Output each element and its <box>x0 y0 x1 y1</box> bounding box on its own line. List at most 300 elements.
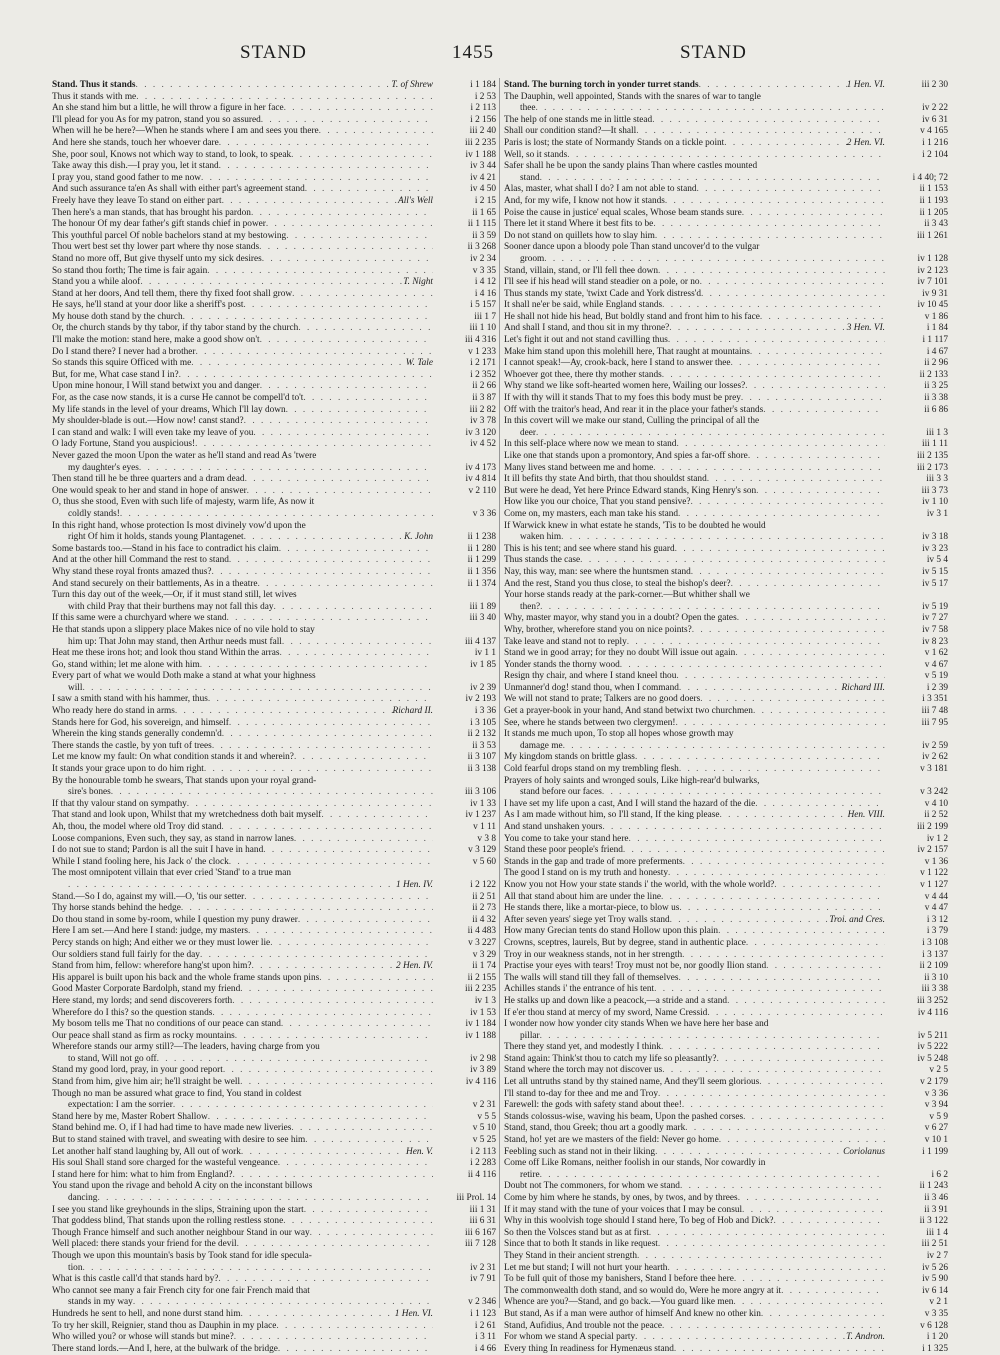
entry-quote: When will he be here?—When he stands where I am and sees you there <box>52 126 319 137</box>
dot-leader <box>731 579 885 591</box>
entry-quote: His soul Shall stand sore charged for the wasteful vengeance <box>52 1158 278 1169</box>
dot-leader <box>305 184 433 196</box>
concordance-entry <box>52 1344 496 1355</box>
concordance-entry <box>52 637 496 649</box>
dot-leader <box>259 242 433 254</box>
entry-quote: him up: That John may stand, then Arthur needs must fall <box>68 636 282 647</box>
dot-leader <box>97 1193 433 1205</box>
concordance-entry <box>52 683 496 695</box>
dot-leader <box>208 694 433 706</box>
dot-leader <box>719 810 847 822</box>
concordance-entry <box>504 1309 948 1321</box>
concordance-entry <box>52 555 496 567</box>
entry-quote: Your horse stands ready at the park-corner.—But whither shall we <box>504 590 750 601</box>
entry-quote: Go, stand within; let me alone with him <box>52 659 200 670</box>
concordance-entry <box>52 1112 496 1124</box>
entry-quote: For, as the case now stands, it is a curse He cannot be compell'd to't <box>52 393 304 404</box>
entry-reference: ii 1 205 <box>919 207 948 218</box>
entry-reference: ii 1 193 <box>919 195 948 206</box>
entry-quote: Stand.—So I do, against my will.—O, 'tis our setter <box>52 891 245 902</box>
entry-reference: ii 2 109 <box>919 961 948 972</box>
entry-quote: Farewell: the gods with safety stand about thee! <box>504 1100 682 1111</box>
concordance-entry <box>52 961 496 973</box>
entry-quote: There stand lords.—And I, here, at the bulwark of the bridge <box>52 1343 278 1354</box>
concordance-entry <box>52 266 496 278</box>
entry-reference: i 2 171 <box>470 358 496 369</box>
dot-leader <box>679 973 885 985</box>
concordance-entry <box>52 1193 496 1205</box>
entry-quote: Make him stand upon this molehill here, That raught at mountains <box>504 346 750 357</box>
concordance-entry <box>504 938 948 950</box>
dot-leader <box>680 1181 885 1193</box>
entry-quote: And shall I stand, and thou sit in my throne? <box>504 323 670 334</box>
concordance-entry <box>52 1077 496 1089</box>
entry-reference: v 2 5 <box>929 1065 948 1076</box>
concordance-entry <box>504 289 948 301</box>
entry-play: K. John <box>404 532 433 543</box>
concordance-entry <box>52 787 496 799</box>
concordance-entry <box>504 323 948 335</box>
entry-reference: iii 2 235 <box>465 984 496 995</box>
entry-quote: Come by him where he stands, by ones, by twos, and by threes <box>504 1193 738 1203</box>
concordance-entry <box>52 660 496 672</box>
entry-reference: ii 3 43 <box>924 219 948 230</box>
entry-quote: then? <box>520 601 541 612</box>
entry-quote: I see you stand like greyhounds in the slips, Straining upon the start <box>52 1204 304 1215</box>
concordance-entry <box>504 729 948 741</box>
entry-reference: iii 7 128 <box>465 1239 496 1250</box>
dot-leader <box>278 1344 433 1355</box>
concordance-entry <box>504 1158 948 1170</box>
concordance-entry <box>504 103 948 115</box>
concordance-entry <box>504 984 948 996</box>
dot-leader <box>692 625 885 637</box>
concordance-entry <box>52 741 496 753</box>
entry-reference: v 5 5 <box>477 1111 496 1122</box>
entry-quote: You come to take your stand here <box>504 833 629 844</box>
concordance-entry <box>504 1031 948 1043</box>
concordance-entry <box>52 335 496 347</box>
entry-reference: v 1 62 <box>924 648 948 659</box>
entry-reference: v 2 31 <box>472 1100 496 1111</box>
dot-leader <box>661 892 885 904</box>
dot-leader <box>266 219 433 231</box>
entry-quote: Let me know my fault: On what condition stands it and wherein? <box>52 752 294 763</box>
concordance-entry <box>52 892 496 904</box>
concordance-entry <box>52 242 496 254</box>
entry-reference: i 4 12 <box>474 277 496 288</box>
entry-reference: iii 1 3 <box>926 427 948 438</box>
entry-quote: Why, master mayor, why stand you in a doubt? Open the gates <box>504 613 737 624</box>
entry-reference: v 5 10 <box>472 1123 496 1134</box>
dot-leader <box>279 544 433 556</box>
concordance-entry <box>504 555 948 567</box>
concordance-entry <box>52 1205 496 1217</box>
entry-reference: iii 3 40 <box>469 613 496 624</box>
dot-leader <box>662 1065 885 1077</box>
concordance-entry <box>504 138 948 150</box>
entry-reference: v 5 60 <box>472 856 496 867</box>
entry-quote: Practise your eyes with tears! Troy must not be, nor goodly Ilion stand <box>504 961 767 972</box>
concordance-entry <box>52 579 496 591</box>
entry-reference: iv 1 53 <box>470 1007 496 1018</box>
concordance-entry <box>52 1065 496 1077</box>
concordance-entry <box>504 671 948 683</box>
entry-reference: v 3 8 <box>477 833 496 844</box>
concordance-entry <box>504 173 948 185</box>
entry-reference: iv 2 59 <box>922 740 948 751</box>
entry-quote: Since that to both It stands in like request <box>504 1239 658 1250</box>
concordance-entry <box>52 544 496 556</box>
entry-reference: iv 2 7 <box>926 1250 948 1261</box>
entry-play: 1 Hen. VI. <box>394 1308 433 1319</box>
concordance-entry <box>504 393 948 405</box>
entry-play: Richard II. <box>392 706 433 717</box>
entry-reference: iv 5 15 <box>922 566 948 577</box>
concordance-entry <box>504 1077 948 1089</box>
entry-quote: Sooner dance upon a bloody pole Than stand uncover'd to the vulgar <box>504 242 760 253</box>
dot-leader <box>685 1123 885 1135</box>
entry-quote: damage me <box>520 740 563 751</box>
concordance-entry <box>504 590 948 602</box>
entry-quote: My kingdom stands on brittle glass <box>504 752 635 763</box>
entry-quote: Stand here by me, Master Robert Shallow <box>52 1111 208 1122</box>
entry-reference: iv 6 31 <box>922 114 948 125</box>
concordance-entry <box>504 381 948 393</box>
dot-leader <box>679 683 842 695</box>
dot-leader <box>136 92 433 104</box>
entry-quote: Resign thy chair, and where I stand kneel thou <box>504 671 677 682</box>
concordance-entry <box>504 463 948 475</box>
concordance-entry <box>504 1008 948 1020</box>
concordance-entry <box>504 1147 948 1159</box>
concordance-entry <box>504 1181 948 1193</box>
entry-reference: ii 3 46 <box>924 1193 948 1203</box>
entry-quote: Poise the cause in justice' equal scales, Whose beam stands sure <box>504 207 742 218</box>
entry-reference: v 3 181 <box>920 764 948 775</box>
entry-quote: Know you not How your state stands i' the world, with the whole world? <box>504 879 775 890</box>
entry-quote: Stand no more off, But give thyself unto my sick desires <box>52 253 262 264</box>
dot-leader <box>278 1158 433 1170</box>
entry-quote: Who cannot see many a fair French city for one fair French maid that <box>52 1285 310 1296</box>
entry-reference: ii 2 155 <box>467 972 496 983</box>
entry-quote: He stands there, like a mortar-piece, to blow us <box>504 903 680 914</box>
concordance-entry <box>52 1309 496 1321</box>
dot-leader <box>292 289 433 301</box>
concordance-entry <box>504 637 948 649</box>
dot-leader <box>674 1344 885 1355</box>
dot-leader <box>742 208 885 220</box>
concordance-entry <box>52 857 496 869</box>
entry-quote: Well placed: there stands your friend for the devil <box>52 1239 237 1250</box>
entry-quote: I'll stand to-day for thee and me and Troy <box>504 1088 659 1099</box>
entry-reference: ii 2 133 <box>919 369 948 380</box>
entry-quote: I'll plead for you As for my patron, stand you so assured <box>52 114 261 125</box>
entry-reference: iii 1 261 <box>917 230 948 241</box>
concordance-entry <box>52 277 496 289</box>
entry-reference: iv 3 44 <box>470 161 496 172</box>
entry-reference: iii 4 316 <box>465 335 496 346</box>
entry-quote: There stands the castle, by yon tuft of trees <box>52 740 212 751</box>
entry-quote: Thy horse stands behind the hedge <box>52 903 181 914</box>
left-column <box>52 80 496 1355</box>
entry-quote: Stand, villain, stand, or I'll fell thee down <box>504 265 659 276</box>
entry-reference: iii 2 82 <box>469 404 496 415</box>
entry-quote: The honour Of my dear father's gift stands chief in power <box>52 219 266 230</box>
entry-quote: I wonder now how yonder city stands When we have here her base and <box>504 1019 769 1030</box>
entry-quote: Stand my good lord, pray, in your good report <box>52 1065 223 1076</box>
concordance-entry <box>504 822 948 834</box>
concordance-entry <box>52 92 496 104</box>
concordance-entry <box>52 845 496 857</box>
concordance-entry <box>52 138 496 150</box>
entry-quote: Who willed you? or whose will stands but mine? <box>52 1332 234 1343</box>
entry-reference: i 3 36 <box>474 706 496 717</box>
entry-quote: So stands this squire Officed with me <box>52 358 192 369</box>
entry-quote: While I stand fooling here, his Jack o' the clock <box>52 856 229 867</box>
concordance-entry <box>504 254 948 266</box>
dot-leader <box>120 509 433 521</box>
concordance-entry <box>504 208 948 220</box>
dot-leader <box>319 973 433 985</box>
dot-leader <box>620 660 885 672</box>
concordance-entry <box>504 567 948 579</box>
dot-leader <box>750 347 885 359</box>
entry-quote: See, where he stands between two clergymen! <box>504 717 676 728</box>
dot-leader <box>187 799 433 811</box>
entry-quote: thee <box>520 103 536 114</box>
dot-leader <box>111 787 433 799</box>
entry-quote: So stand thou forth; The time is fair again <box>52 265 208 276</box>
concordance-entry <box>52 1274 496 1286</box>
concordance-entry <box>504 474 948 486</box>
concordance-entry <box>504 231 948 243</box>
concordance-entry <box>504 973 948 985</box>
entry-reference: v 4 44 <box>924 891 948 902</box>
entry-quote: But were he dead, Yet here Prince Edward stands, King Henry's son <box>504 485 757 496</box>
entry-reference: iv 1 237 <box>465 810 496 821</box>
entry-reference: iv 4 116 <box>917 1007 948 1018</box>
dot-leader <box>655 231 885 243</box>
entry-reference: iv 2 22 <box>922 103 948 114</box>
entry-quote: This youthful parcel Of noble bachelors stand at my bestowing <box>52 230 287 241</box>
entry-reference: v 5 9 <box>929 1111 948 1122</box>
entry-quote: Stand again: Think'st thou to catch my life so pleasantly? <box>504 1053 717 1064</box>
concordance-entry <box>52 590 496 602</box>
dot-leader <box>774 880 885 892</box>
concordance-entry <box>504 126 948 138</box>
entry-quote: Thou wert best set thy lower part where thy nose stands <box>52 242 260 253</box>
dot-leader <box>201 173 433 185</box>
entry-quote: Well, so it stands <box>504 149 568 160</box>
entry-play: T. Night <box>403 277 433 288</box>
concordance-entry <box>52 347 496 359</box>
concordance-entry <box>504 1286 948 1298</box>
entry-reference: i 2 113 <box>470 103 496 114</box>
entry-quote: If with thy will it stands That to my foes this body must be prey <box>504 393 741 404</box>
concordance-entry <box>504 312 948 324</box>
dot-leader <box>263 845 433 857</box>
dot-leader <box>244 892 433 904</box>
dot-leader <box>223 1065 433 1077</box>
dot-leader <box>219 138 433 150</box>
entry-quote: I pray you, stand good father to me now <box>52 172 201 183</box>
entry-quote: Let all untruths stand by thy stained name, And they'll seem glorious <box>504 1077 760 1088</box>
entry-quote: But stand, As if a man were author of himself And knew no other kin <box>504 1308 761 1319</box>
concordance-entry <box>52 451 496 463</box>
entry-quote: Do not stand on quillets how to slay him <box>504 230 655 241</box>
entry-quote: expectation: I am the sorrier <box>68 1100 173 1111</box>
concordance-entry <box>504 219 948 231</box>
concordance-entry <box>52 718 496 730</box>
dot-leader <box>247 486 433 498</box>
dot-leader <box>245 474 433 486</box>
entry-quote: Come off Like Romans, neither foolish in our stands, Nor cowardly in <box>504 1158 766 1169</box>
entry-quote: If it may stand with the tune of your voices that I may be consul <box>504 1204 743 1215</box>
dot-leader <box>678 509 885 521</box>
concordance-entry <box>504 300 948 312</box>
entry-reference: iii Prol. 14 <box>456 1193 496 1203</box>
entry-quote: deer <box>520 427 536 438</box>
entry-play: 1 Hen. IV. <box>395 879 433 890</box>
dot-leader <box>540 1031 885 1043</box>
dot-leader <box>196 347 433 359</box>
entry-reference: ii 1 280 <box>467 543 496 554</box>
entry-reference: ii 3 10 <box>924 972 948 983</box>
right-column <box>504 80 948 1355</box>
entry-reference: iii 3 106 <box>465 787 496 798</box>
entry-quote: pillar <box>520 1030 540 1041</box>
entry-reference: ii 4 483 <box>467 926 496 937</box>
dot-leader <box>669 323 847 335</box>
entry-reference: ii 3 268 <box>467 242 496 253</box>
dot-leader <box>636 126 885 138</box>
entry-reference: i 3 105 <box>470 717 496 728</box>
entry-reference: iv 3 18 <box>922 532 948 543</box>
concordance-entry <box>52 126 496 138</box>
dot-leader <box>195 439 433 451</box>
entry-quote: He that stands upon a slippery place Makes nice of no vile hold to stay <box>52 624 315 635</box>
entry-quote: Why stand these royal fronts amazed thus? <box>52 566 212 577</box>
entry-quote: That stand and look upon, Whilst that my wretchedness doth bait myself <box>52 810 322 821</box>
entry-reference: iv 3 78 <box>470 416 496 427</box>
dot-leader <box>291 150 433 162</box>
concordance-entry <box>504 428 948 440</box>
entry-quote: Thus it stands with me <box>52 91 137 102</box>
concordance-entry <box>504 544 948 556</box>
entry-quote: One would speak to her and stand in hope of answer <box>52 485 247 496</box>
entry-quote: She, poor soul, Knows not which way to stand, to look, to speak <box>52 149 292 160</box>
entry-reference: i 1 117 <box>922 335 948 346</box>
entry-reference: iii 1 31 <box>469 1204 496 1215</box>
dot-leader <box>668 335 885 347</box>
dot-leader <box>258 579 433 591</box>
concordance-entry <box>504 1228 948 1240</box>
concordance-entry <box>52 1228 496 1240</box>
entry-reference: i 1 20 <box>926 1332 948 1343</box>
entry-play: 1 Hen. VI. <box>846 80 885 90</box>
dot-leader <box>700 694 885 706</box>
concordance-entry <box>52 1321 496 1333</box>
entry-reference: iii 1 10 <box>469 323 496 334</box>
dot-leader <box>679 764 885 776</box>
dot-leader <box>679 903 885 915</box>
entry-quote: So then the Volsces stand but as at first <box>504 1227 649 1238</box>
dot-leader <box>760 312 885 324</box>
entry-quote: How many Grecian tents do stand Hollow upon this plain <box>504 926 719 937</box>
entry-reference: ii 3 53 <box>472 740 496 751</box>
dot-leader <box>746 938 885 950</box>
dot-leader <box>737 613 885 625</box>
concordance-entry <box>504 1123 948 1135</box>
concordance-entry <box>52 1019 496 1031</box>
concordance-entry <box>504 845 948 857</box>
dot-leader <box>261 115 433 127</box>
concordance-entry <box>52 706 496 718</box>
entry-reference: ii 2 52 <box>924 810 948 821</box>
entry-quote: There they stand yet, and modestly I think <box>504 1042 661 1053</box>
entry-reference: iv 2 39 <box>470 682 496 693</box>
dot-leader <box>229 857 433 869</box>
concordance-entry <box>52 115 496 127</box>
dot-leader <box>212 1008 433 1020</box>
entry-reference: ii 3 91 <box>924 1204 948 1215</box>
entry-reference: i 4 66 <box>474 1343 496 1354</box>
concordance-entry <box>52 1216 496 1228</box>
dot-leader <box>755 799 885 811</box>
entry-reference: v 3 242 <box>920 787 948 798</box>
dot-leader <box>735 648 885 660</box>
concordance-entry <box>52 208 496 220</box>
dot-leader <box>662 300 885 312</box>
dot-leader <box>303 393 433 405</box>
dot-leader <box>658 266 885 278</box>
entry-quote: Off with the traitor's head, And rear it in the place your father's stands <box>504 404 764 415</box>
dot-leader <box>218 1274 433 1286</box>
entry-reference: iii 1 7 <box>474 311 496 322</box>
entry-quote: Many lives stand between me and home <box>504 462 654 473</box>
entry-quote: Let another half stand laughing by, All out of work <box>52 1146 241 1157</box>
concordance-entry <box>504 810 948 822</box>
dot-leader <box>251 208 433 220</box>
concordance-entry <box>52 521 496 533</box>
entry-reference: iv 2 31 <box>470 1262 496 1273</box>
entry-reference: iii 1 4 <box>926 1227 948 1238</box>
concordance-entry <box>504 1135 948 1147</box>
dot-leader <box>655 1147 843 1159</box>
entry-quote: Unmanner'd dog! stand thou, when I command <box>504 682 679 693</box>
entry-play: Coriolanus <box>843 1146 885 1157</box>
concordance-entry <box>52 532 496 544</box>
entry-quote: Whence are you?—Stand, and go back.—You guard like men <box>504 1297 734 1308</box>
entry-reference: v 4 67 <box>924 659 948 670</box>
concordance-entry <box>504 92 948 104</box>
concordance-entry <box>504 961 948 973</box>
entry-quote: It stands your grace upon to do him right <box>52 764 204 775</box>
concordance-entry <box>52 776 496 788</box>
entry-reference: i 2 283 <box>470 1158 496 1169</box>
entry-quote: Let me but stand; I will not hurt your hearth <box>504 1262 668 1273</box>
dot-leader <box>759 1077 885 1089</box>
entry-quote: Though we upon this mountain's basis by Took stand for idle specula- <box>52 1250 312 1261</box>
concordance-entry <box>52 1089 496 1101</box>
dot-leader <box>284 103 433 115</box>
entry-quote: Stand from him, fellow: wherefore hang'st upon him? <box>52 961 252 972</box>
entry-quote: The walls will stand till they fall of themselves <box>504 972 679 983</box>
concordance-entry <box>52 312 496 324</box>
concordance-entry <box>504 184 948 196</box>
dot-leader <box>716 1054 885 1066</box>
